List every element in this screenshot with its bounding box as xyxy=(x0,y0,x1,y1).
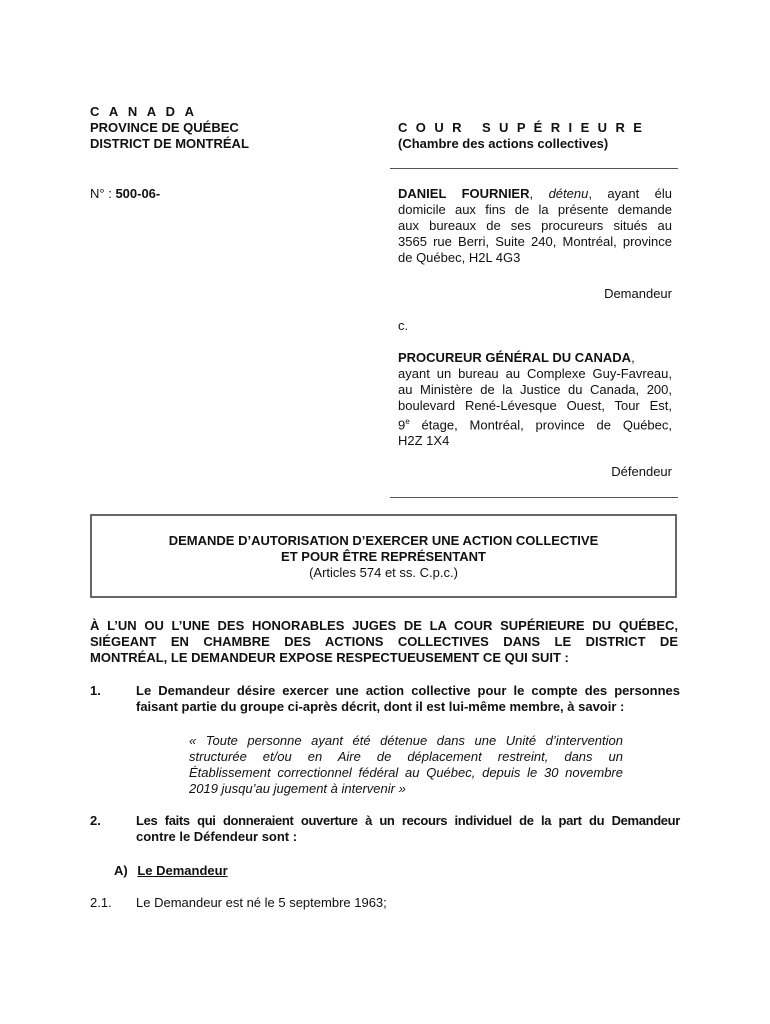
plaintiff-line-1-rest: , ayant élu xyxy=(588,186,672,201)
paragraph-2-line-1: Les faits qui donneraient ouverture à un recours individuel de la part du Demandeur xyxy=(136,813,680,828)
quote-line-2: structurée et/ou en Aire de déplacement restreint, dans un xyxy=(189,749,623,764)
section-a-title: Le Demandeur xyxy=(137,863,228,878)
floor-superscript: e xyxy=(405,417,410,426)
paragraph-1-line-1: Le Demandeur désire exercer une action collective pour le compte des personnes xyxy=(136,683,680,698)
plaintiff-comma: , xyxy=(529,186,549,201)
paragraph-1-number: 1. xyxy=(90,683,101,698)
title-line-2: ET POUR ÊTRE REPRÉSENTANT xyxy=(281,549,486,564)
plaintiff-line-2: domicile aux fins de la présente demande xyxy=(398,202,672,217)
file-number-label: N° : xyxy=(90,186,116,201)
address-line-3: MONTRÉAL, LE DEMANDEUR EXPOSE RESPECTUEUSEMENT CE QUI SUIT : xyxy=(90,650,569,665)
quote-line-1: « Toute personne ayant été détenue dans une Unité d’intervention xyxy=(189,733,623,748)
paragraph-2-1-text: Le Demandeur est né le 5 septembre 1963; xyxy=(136,895,387,910)
address-line-1: À L’UN OU L’UNE DES HONORABLES JUGES DE LA COUR SUPÉRIEURE DU QUÉBEC, xyxy=(90,618,678,633)
quote-line-3: Établissement correctionnel fédéral au Québec, depuis le 30 novembre xyxy=(189,765,623,780)
file-number xyxy=(90,186,160,202)
court-block xyxy=(398,120,644,152)
plaintiff-name: DANIEL FOURNIER xyxy=(398,186,530,201)
section-a-heading xyxy=(114,863,228,879)
file-number-value: 500-06- xyxy=(115,186,161,201)
court-name: C O U R S U P É R I E U R E xyxy=(398,120,645,135)
quote-line-4: 2019 jusqu’au jugement à intervenir » xyxy=(189,781,406,796)
plaintiff-status: détenu xyxy=(548,186,589,201)
plaintiff-line-1 xyxy=(398,186,672,202)
defendant-role: Défendeur xyxy=(611,464,672,479)
paragraph-1-line-2: faisant partie du groupe ci-après décrit, dont il est lui-même membre, à savoir : xyxy=(136,699,625,714)
country-label: C A N A D A xyxy=(90,104,198,119)
paragraph-2-number: 2. xyxy=(90,813,101,828)
defendant-name: PROCUREUR GÉNÉRAL DU CANADA xyxy=(398,350,632,365)
paragraph-2 xyxy=(136,813,680,845)
defendant-line-3: au Ministère de la Justice du Canada, 200, xyxy=(398,382,672,397)
defendant-line-6: H2Z 1X4 xyxy=(398,433,450,449)
province-label: PROVINCE DE QUÉBEC xyxy=(90,120,239,135)
floor-number: 9 xyxy=(398,417,406,433)
defendant-line-1 xyxy=(398,350,672,366)
title-line-1: DEMANDE D’AUTORISATION D’EXERCER UNE ACTION COLLECTIVE xyxy=(168,533,599,548)
defendant-block xyxy=(398,350,672,449)
section-a-label: A) xyxy=(114,863,128,878)
plaintiff-line-4: 3565 rue Berri, Suite 240, Montréal, province xyxy=(398,234,672,249)
defendant-line-5-rest: étage, Montréal, province de Québec, xyxy=(409,417,672,433)
parties-divider xyxy=(390,497,678,498)
defendant-name-comma: , xyxy=(631,350,635,365)
district-label: DISTRICT DE MONTRÉAL xyxy=(90,136,249,151)
address-line-2: SIÉGEANT EN CHAMBRE DES ACTIONS COLLECTIVES DANS LE DISTRICT DE xyxy=(90,634,678,649)
chamber-name: (Chambre des actions collectives) xyxy=(398,136,609,151)
plaintiff-line-5: de Québec, H2L 4G3 xyxy=(398,250,521,265)
versus-label: c. xyxy=(398,318,409,333)
paragraph-1 xyxy=(136,683,680,715)
defendant-line-2: ayant un bureau au Complexe Guy-Favreau, xyxy=(398,366,672,381)
paragraph-2-line-2: contre le Défendeur sont : xyxy=(136,829,298,844)
defendant-line-4: boulevard René-Lévesque Ouest, Tour Est, xyxy=(398,398,672,413)
group-definition-quote xyxy=(189,733,623,797)
plaintiff-role: Demandeur xyxy=(604,286,672,301)
plaintiff-line-3: aux bureaux de ses procureurs situés au xyxy=(398,218,672,233)
jurisdiction-block xyxy=(90,104,249,152)
defendant-line-5 xyxy=(398,414,672,433)
document-title-box xyxy=(90,514,677,598)
paragraph-2-1-number: 2.1. xyxy=(90,895,112,910)
title-line-3: (Articles 574 et ss. C.p.c.) xyxy=(309,565,458,580)
header-divider xyxy=(390,168,678,169)
plaintiff-block xyxy=(398,186,672,266)
court-address xyxy=(90,618,678,666)
